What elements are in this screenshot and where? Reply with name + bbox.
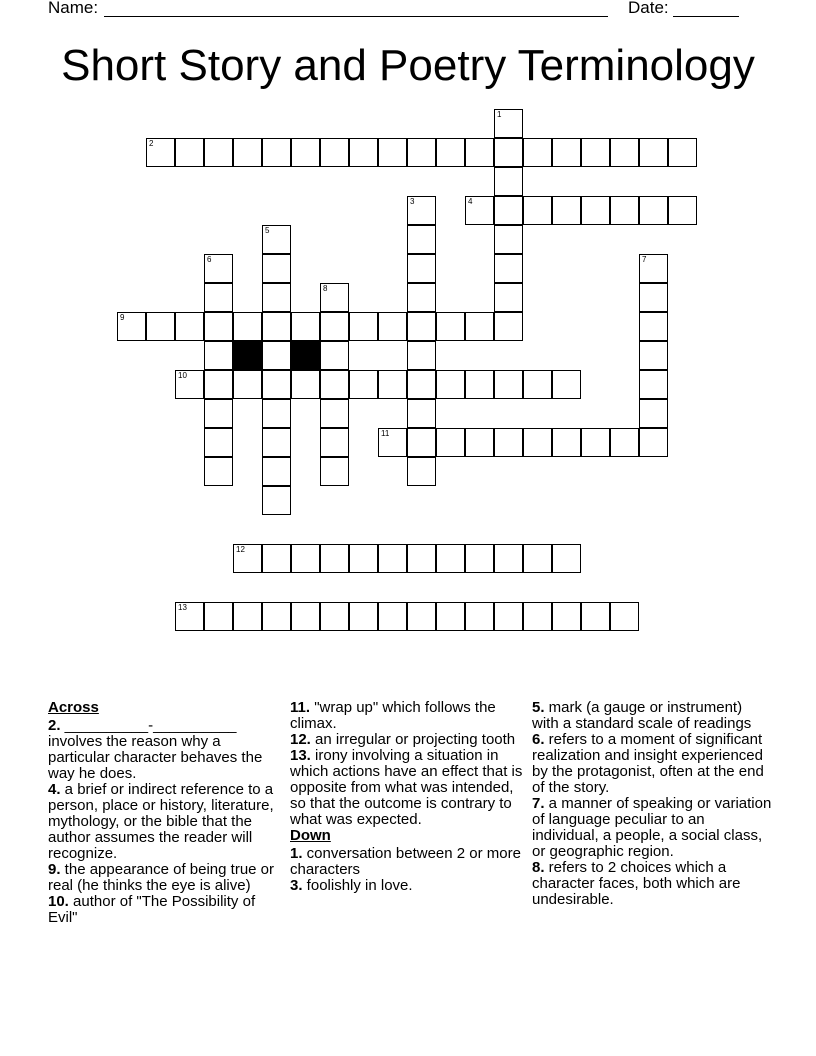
grid-cell[interactable]: [175, 602, 204, 631]
clue-number: 13: [178, 603, 187, 612]
across-heading: Across: [48, 699, 99, 716]
grid-cell[interactable]: [407, 428, 436, 457]
down-clue-list-continued: [532, 700, 772, 908]
grid-cell[interactable]: [407, 138, 436, 167]
grid-cell[interactable]: [465, 544, 494, 573]
grid-cell[interactable]: [494, 109, 523, 138]
grid-cell[interactable]: [262, 370, 291, 399]
clue-text: a manner of speaking or variation of language peculiar to an individual, a people, a social class, or geographic region.: [532, 795, 772, 860]
grid-cell[interactable]: [175, 370, 204, 399]
grid-cell[interactable]: [407, 544, 436, 573]
grid-cell[interactable]: [262, 312, 291, 341]
grid-cell[interactable]: [262, 602, 291, 631]
grid-cell[interactable]: [436, 602, 465, 631]
grid-cell[interactable]: [233, 138, 262, 167]
grid-cell[interactable]: [146, 312, 175, 341]
grid-cell[interactable]: [349, 370, 378, 399]
grid-cell[interactable]: [465, 138, 494, 167]
grid-cell[interactable]: [407, 370, 436, 399]
name-label: Name:: [48, 0, 99, 17]
grid-cell[interactable]: [378, 370, 407, 399]
clue-number-label: 5.: [532, 699, 545, 716]
grid-cell[interactable]: [639, 370, 668, 399]
grid-cell[interactable]: [523, 428, 552, 457]
grid-cell[interactable]: [204, 138, 233, 167]
across-clue-list: [48, 718, 284, 926]
grid-cell[interactable]: [494, 167, 523, 196]
grid-cell[interactable]: [668, 196, 697, 225]
down-clue: [532, 860, 772, 908]
grid-cell[interactable]: [320, 370, 349, 399]
grid-cell[interactable]: [204, 370, 233, 399]
clue-text: an irregular or projecting tooth: [310, 731, 516, 748]
clue-number: 5: [265, 226, 270, 235]
clue-number: 7: [642, 255, 647, 264]
grid-cell[interactable]: [262, 428, 291, 457]
black-cell: [291, 341, 320, 370]
clue-number: 8: [323, 284, 328, 293]
grid-cell[interactable]: [465, 428, 494, 457]
grid-cell[interactable]: [465, 370, 494, 399]
clue-number-label: 12.: [290, 731, 311, 748]
grid-cell[interactable]: [233, 370, 262, 399]
clue-number-label: 4.: [48, 781, 61, 798]
across-clue: [48, 894, 284, 926]
grid-cell[interactable]: [407, 602, 436, 631]
clue-number-label: 13.: [290, 747, 311, 764]
grid-cell[interactable]: [204, 341, 233, 370]
clue-text: a brief or indirect reference to a person, place or history, literature, mythology, or the bible that the author assumes the reader will recognize.: [48, 781, 274, 862]
grid-cell[interactable]: [465, 602, 494, 631]
grid-cell[interactable]: [494, 370, 523, 399]
page-title: Short Story and Poetry Terminology: [61, 41, 755, 90]
grid-cell[interactable]: [407, 196, 436, 225]
grid-cell[interactable]: [639, 138, 668, 167]
grid-cell[interactable]: [262, 254, 291, 283]
clue-text: author of "The Possibility of Evil": [48, 893, 256, 926]
clue-number: 9: [120, 313, 125, 322]
clue-number-label: 7.: [532, 795, 545, 812]
grid-cell[interactable]: [639, 312, 668, 341]
grid-cell[interactable]: [581, 196, 610, 225]
grid-cell[interactable]: [291, 138, 320, 167]
grid-cell[interactable]: [407, 457, 436, 486]
clue-number: 6: [207, 255, 212, 264]
clue-text: conversation between 2 or more characters: [290, 845, 521, 878]
grid-cell[interactable]: [204, 457, 233, 486]
grid-cell[interactable]: [494, 544, 523, 573]
grid-cell[interactable]: [407, 399, 436, 428]
across-clue: [48, 782, 284, 862]
grid-cell[interactable]: [668, 138, 697, 167]
grid-cell[interactable]: [262, 544, 291, 573]
grid-cell[interactable]: [494, 196, 523, 225]
down-clue: [532, 796, 772, 860]
grid-cell[interactable]: [349, 544, 378, 573]
grid-cell[interactable]: [552, 196, 581, 225]
grid-cell[interactable]: [320, 138, 349, 167]
grid-cell[interactable]: [378, 544, 407, 573]
grid-cell[interactable]: [262, 225, 291, 254]
clue-number-label: 1.: [290, 845, 303, 862]
grid-cell[interactable]: [407, 312, 436, 341]
grid-cell[interactable]: [262, 283, 291, 312]
grid-cell[interactable]: [320, 544, 349, 573]
grid-cell[interactable]: [233, 544, 262, 573]
black-cell: [233, 341, 262, 370]
grid-cell[interactable]: [436, 312, 465, 341]
grid-cell[interactable]: [552, 370, 581, 399]
across-clue: [290, 748, 526, 828]
grid-cell[interactable]: [494, 283, 523, 312]
grid-cell[interactable]: [204, 428, 233, 457]
grid-cell[interactable]: [494, 225, 523, 254]
grid-cell[interactable]: [436, 370, 465, 399]
grid-cell[interactable]: [378, 428, 407, 457]
grid-cell[interactable]: [523, 196, 552, 225]
across-clue: [290, 700, 526, 732]
grid-cell[interactable]: [494, 138, 523, 167]
grid-cell[interactable]: [349, 138, 378, 167]
grid-cell[interactable]: [291, 602, 320, 631]
grid-cell[interactable]: [552, 544, 581, 573]
grid-cell[interactable]: [291, 312, 320, 341]
grid-cell[interactable]: [175, 312, 204, 341]
grid-cell[interactable]: [581, 138, 610, 167]
grid-cell[interactable]: [494, 254, 523, 283]
grid-cell[interactable]: [117, 312, 146, 341]
grid-cell[interactable]: [523, 602, 552, 631]
clue-text: irony involving a situation in which actions have an effect that is opposite from what was intended, so that the outcome is contrary to what was expected.: [290, 747, 523, 828]
grid-cell[interactable]: [639, 283, 668, 312]
down-heading: Down: [290, 827, 331, 844]
grid-cell[interactable]: [291, 370, 320, 399]
grid-cell[interactable]: [639, 341, 668, 370]
date-label: Date:: [628, 0, 669, 17]
grid-cell[interactable]: [523, 370, 552, 399]
grid-cell[interactable]: [378, 138, 407, 167]
grid-cell[interactable]: [320, 312, 349, 341]
grid-cell[interactable]: [378, 602, 407, 631]
clue-number: 3: [410, 197, 415, 206]
grid-cell[interactable]: [262, 138, 291, 167]
clue-text: "wrap up" which follows the climax.: [290, 699, 496, 732]
grid-cell[interactable]: [639, 196, 668, 225]
clue-number: 4: [468, 197, 473, 206]
grid-cell[interactable]: [552, 138, 581, 167]
down-clue: [290, 846, 526, 878]
across-clue: [290, 732, 526, 748]
grid-cell[interactable]: [494, 312, 523, 341]
clue-number-label: 2.: [48, 717, 61, 734]
clue-number-label: 6.: [532, 731, 545, 748]
grid-cell[interactable]: [523, 544, 552, 573]
grid-cell[interactable]: [146, 138, 175, 167]
grid-cell[interactable]: [320, 283, 349, 312]
grid-cell[interactable]: [262, 457, 291, 486]
clue-number-label: 8.: [532, 859, 545, 876]
grid-cell[interactable]: [262, 341, 291, 370]
grid-cell[interactable]: [465, 196, 494, 225]
grid-cell[interactable]: [436, 544, 465, 573]
clue-number-label: 9.: [48, 861, 61, 878]
clue-text: refers to a moment of significant realization and insight experienced by the protagonist, often at the end of the story.: [532, 731, 764, 796]
grid-cell[interactable]: [204, 254, 233, 283]
clue-number-label: 3.: [290, 877, 303, 894]
grid-cell[interactable]: [320, 602, 349, 631]
grid-cell[interactable]: [233, 602, 262, 631]
grid-cell[interactable]: [320, 341, 349, 370]
grid-cell[interactable]: [494, 602, 523, 631]
clue-text: __________-__________ involves the reason why a particular character behaves the way he does.: [48, 717, 263, 782]
clue-number: 11: [381, 429, 390, 438]
grid-cell[interactable]: [204, 312, 233, 341]
grid-cell[interactable]: [436, 138, 465, 167]
grid-cell[interactable]: [262, 399, 291, 428]
clue-number-label: 11.: [290, 699, 311, 716]
grid-cell[interactable]: [581, 428, 610, 457]
grid-cell[interactable]: [320, 457, 349, 486]
down-clue: [532, 700, 772, 732]
grid-cell[interactable]: [407, 341, 436, 370]
grid-cell[interactable]: [233, 312, 262, 341]
grid-cell[interactable]: [349, 312, 378, 341]
clue-number-label: 10.: [48, 893, 69, 910]
grid-cell[interactable]: [320, 428, 349, 457]
grid-cell[interactable]: [581, 602, 610, 631]
grid-cell[interactable]: [320, 399, 349, 428]
grid-cell[interactable]: [175, 138, 204, 167]
grid-cell[interactable]: [552, 602, 581, 631]
grid-cell[interactable]: [552, 428, 581, 457]
clue-text: foolishly in love.: [302, 877, 413, 894]
across-clue: [48, 718, 284, 782]
grid-cell[interactable]: [610, 428, 639, 457]
grid-cell[interactable]: [639, 399, 668, 428]
across-clue-list-continued: [290, 700, 526, 828]
grid-cell[interactable]: [407, 225, 436, 254]
grid-cell[interactable]: [407, 283, 436, 312]
grid-cell[interactable]: [407, 254, 436, 283]
down-clue-list: [290, 846, 526, 894]
grid-cell[interactable]: [639, 428, 668, 457]
clues-column-1: [48, 700, 284, 926]
clue-text: mark (a gauge or instrument) with a standard scale of readings: [532, 699, 752, 732]
clue-number: 10: [178, 371, 187, 380]
clue-number: 1: [497, 110, 502, 119]
grid-cell[interactable]: [262, 486, 291, 515]
grid-cell[interactable]: [523, 138, 552, 167]
clue-text: refers to 2 choices which a character faces, both which are undesirable.: [532, 859, 741, 908]
grid-cell[interactable]: [204, 283, 233, 312]
across-clue: [48, 862, 284, 894]
clue-text: the appearance of being true or real (he thinks the eye is alive): [48, 861, 275, 894]
grid-cell[interactable]: [204, 399, 233, 428]
clue-number: 2: [149, 139, 154, 148]
clue-number: 12: [236, 545, 245, 554]
down-clue: [290, 878, 526, 894]
grid-cell[interactable]: [494, 428, 523, 457]
grid-cell[interactable]: [291, 544, 320, 573]
grid-cell[interactable]: [465, 312, 494, 341]
clues-column-2: [290, 700, 526, 894]
grid-cell[interactable]: [610, 138, 639, 167]
grid-cell[interactable]: [610, 602, 639, 631]
clues-column-3: [532, 700, 772, 908]
grid-cell[interactable]: [378, 312, 407, 341]
grid-cell[interactable]: [436, 428, 465, 457]
down-clue: [532, 732, 772, 796]
grid-cell[interactable]: [349, 602, 378, 631]
grid-cell[interactable]: [639, 254, 668, 283]
grid-cell[interactable]: [610, 196, 639, 225]
grid-cell[interactable]: [204, 602, 233, 631]
